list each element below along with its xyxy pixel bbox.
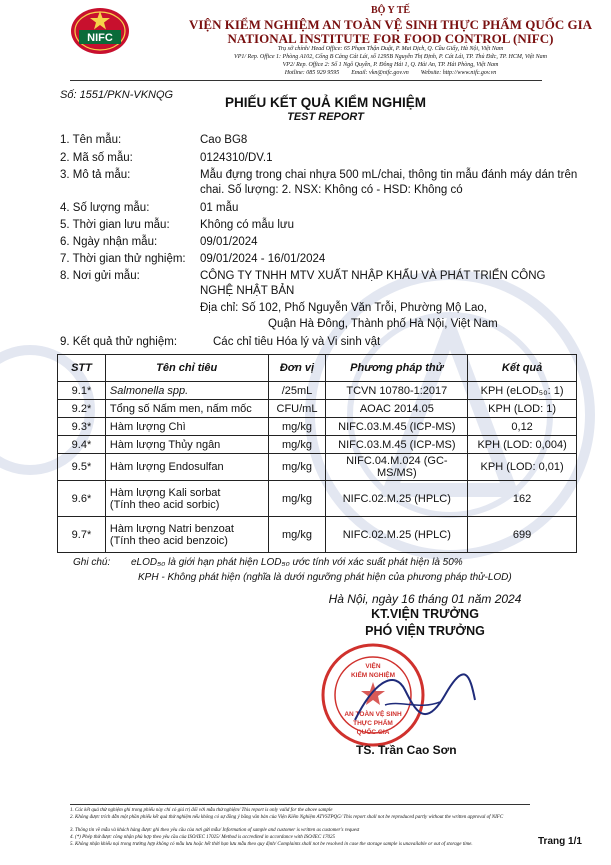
ministry-name: BỘ Y TẾ bbox=[370, 5, 411, 16]
field-value-sender: CÔNG TY TNHH MTV XUẤT NHẬP KHẨU VÀ PHÁT TRIỂN CÔNG NGHỆ NHẬT BẢN bbox=[200, 270, 546, 297]
row-unit: /25mL bbox=[268, 382, 326, 400]
row-unit: mg/kg bbox=[268, 418, 326, 436]
rep-office-2: VP2/ Rep. Office 2: Số 1 Ngô Quyền, P. Đông Hải 1, Q. Hải An, TP. Hải Phòng, Việt Nam bbox=[282, 62, 499, 68]
field-label-sample-name: 1. Tên mẫu: bbox=[60, 134, 122, 146]
field-label-test-period: 7. Thời gian thử nghiệm: bbox=[60, 253, 186, 265]
institute-name-vn: VIỆN KIỂM NGHIỆM AN TOÀN VỆ SINH THỰC PHẨM QUỐC GIA bbox=[188, 17, 593, 32]
header-unit: Đơn vị bbox=[268, 355, 326, 382]
row-name-cell bbox=[105, 481, 268, 517]
signature-role-2: PHÓ VIỆN TRƯỞNG bbox=[365, 624, 485, 638]
footer-note-4: 4. (*) Phép thử được công nhận phù hợp theo yêu cầu của ISO/IEC 17025/ Method is accredited in accordance with ISO/IEC 17025 bbox=[70, 835, 335, 840]
header-result: Kết quả bbox=[468, 355, 577, 382]
field-label-storage: 5. Thời gian lưu mẫu: bbox=[60, 219, 170, 231]
row-method: NIFC.02.M.25 (HPLC) bbox=[326, 517, 468, 553]
report-title-vn: PHIẾU KẾT QUẢ KIỂM NGHIỆM bbox=[224, 95, 426, 110]
field-label-sample-code: 2. Mã số mẫu: bbox=[60, 152, 133, 164]
table-row bbox=[58, 454, 577, 481]
signer-name: TS. Trần Cao Sơn bbox=[356, 743, 457, 757]
signature-date: Hà Nội, ngày 16 tháng 01 năm 2024 bbox=[328, 592, 522, 606]
row-stt: 9.7* bbox=[58, 517, 106, 553]
logo-text: NIFC bbox=[87, 32, 113, 44]
footer-note-2: 2. Không được trích dẫn một phần phiếu kết quả thử nghiệm nếu không có sự đồng ý bằng văn bản của Viện Kiểm Nghiệm ATVSTPQG/ This report shall not be reproduced partly without the written approval of NIFC bbox=[70, 815, 504, 820]
table-row bbox=[58, 436, 577, 454]
row-unit: mg/kg bbox=[268, 517, 326, 553]
row-method: NIFC.03.M.45 (ICP-MS) bbox=[326, 436, 468, 454]
row-stt: 9.4* bbox=[58, 436, 106, 454]
footer-note-1: 1. Các kết quả thử nghiệm ghi trong phiếu này chỉ có giá trị đối với mẫu thử nghiệm/ This report is only valid for the above sample bbox=[70, 808, 333, 813]
row-name: Hàm lượng Endosulfan bbox=[105, 454, 268, 481]
stamp-line-2: KIỂM NGHIỆM bbox=[350, 672, 396, 679]
row-unit: mg/kg bbox=[268, 454, 326, 481]
signature-role-1: KT.VIỆN TRƯỞNG bbox=[371, 607, 479, 621]
field-label-received-date: 6. Ngày nhận mẫu: bbox=[60, 236, 158, 248]
row-result: 0,12 bbox=[468, 418, 577, 436]
row-name-note: (Tính theo acid benzoic) bbox=[109, 534, 228, 547]
row-name: Hàm lượng Chì bbox=[105, 418, 268, 436]
stamp-line-5: QUỐC GIA bbox=[356, 729, 390, 736]
row-method: NIFC.02.M.25 (HPLC) bbox=[326, 481, 468, 517]
row-name-cell bbox=[105, 517, 268, 553]
table-row bbox=[58, 481, 577, 517]
rep-office-1: VP1/ Rep. Office 1: Phòng A102, Cổng B Cảng Cát Lái, số 1295B Nguyễn Thị Định, P. Cát Lái, TP. Thủ Đức, TP. HCM, Việt Nam bbox=[234, 54, 547, 60]
row-result: KPH (eLOD₅₀: 1) bbox=[468, 382, 577, 400]
row-name: Salmonella spp. bbox=[105, 382, 268, 400]
notes-label: Ghi chú: bbox=[73, 557, 111, 568]
header-stt: STT bbox=[58, 355, 106, 382]
document-number: Số: 1551/PKN-VKNQG bbox=[60, 89, 174, 101]
table-row bbox=[58, 400, 577, 418]
table-row bbox=[58, 418, 577, 436]
header-divider bbox=[70, 80, 542, 81]
row-stt: 9.6* bbox=[58, 481, 106, 517]
row-method: AOAC 2014.05 bbox=[326, 400, 468, 418]
results-table bbox=[57, 354, 577, 553]
field-value-test-period: 09/01/2024 - 16/01/2024 bbox=[200, 253, 326, 265]
row-result: KPH (LOD: 1) bbox=[468, 400, 577, 418]
stamp-line-1: VIỆN bbox=[365, 663, 381, 670]
footer-divider bbox=[70, 804, 530, 805]
report-title-en: TEST REPORT bbox=[287, 111, 364, 123]
notes-line-1: eLOD₅₀ là giới hạn phát hiện LOD₅₀ ước tính với xác suất phát hiện là 50% bbox=[131, 557, 463, 568]
field-label-sender: 8. Nơi gửi mẫu: bbox=[60, 270, 140, 282]
row-method: NIFC.03.M.45 (ICP-MS) bbox=[326, 418, 468, 436]
row-name: Hàm lượng Thủy ngân bbox=[105, 436, 268, 454]
field-value-quantity: 01 mẫu bbox=[200, 202, 239, 214]
row-unit: mg/kg bbox=[268, 436, 326, 454]
row-unit: CFU/mL bbox=[268, 400, 326, 418]
header-method: Phương pháp thử bbox=[326, 355, 468, 382]
row-unit: mg/kg bbox=[268, 481, 326, 517]
footer-note-5: 5. Không nhận khiếu nại trong trường hợp không có mẫu lưu hoặc hết thời hạn lưu mẫu theo quy định/ Complaints shall not be resolved in case the storage sample is unavailable or out of storage time. bbox=[70, 842, 473, 847]
field-value-storage: Không có mẫu lưu bbox=[200, 219, 295, 231]
field-value-results: Các chỉ tiêu Hóa lý và Vi sinh vật bbox=[213, 336, 381, 348]
head-office: Trụ sở chính/ Head Office: 65 Phạm Thận Duật, P. Mai Dịch, Q. Cầu Giấy, Hà Nội, Việt Nam bbox=[277, 46, 504, 52]
row-result: KPH (LOD: 0,004) bbox=[468, 436, 577, 454]
institute-name-en: NATIONAL INSTITUTE FOR FOOD CONTROL (NIFC) bbox=[227, 31, 554, 46]
field-value-received-date: 09/01/2024 bbox=[200, 236, 258, 248]
header-name: Tên chỉ tiêu bbox=[105, 355, 268, 382]
row-result: 699 bbox=[468, 517, 577, 553]
row-result: 162 bbox=[468, 481, 577, 517]
stamp-line-3: AN TOÀN VỆ SINH bbox=[344, 711, 402, 718]
row-method: TCVN 10780-1:2017 bbox=[326, 382, 468, 400]
row-name: Hàm lượng Natri benzoat bbox=[109, 522, 234, 535]
field-label-results: 9. Kết quả thử nghiệm: bbox=[60, 336, 178, 348]
notes-line-2: KPH - Không phát hiện (nghĩa là dưới ngưỡng phát hiện của phương pháp thử-LOD) bbox=[138, 572, 512, 583]
row-name: Tổng số Nấm men, nấm mốc bbox=[105, 400, 268, 418]
field-value-sample-name: Cao BG8 bbox=[200, 134, 248, 146]
row-name: Hàm lượng Kali sorbat bbox=[109, 486, 221, 499]
table-row bbox=[58, 382, 577, 400]
sender-address-line1: Địa chỉ: Số 102, Phố Nguyễn Văn Trỗi, Phường Mộ Lao, bbox=[200, 302, 487, 314]
field-label-description: 3. Mô tả mẫu: bbox=[60, 169, 131, 181]
table-header-row bbox=[58, 355, 577, 382]
row-stt: 9.1* bbox=[58, 382, 106, 400]
row-method: NIFC.04.M.024 (GC-MS/MS) bbox=[326, 454, 468, 481]
table-row bbox=[58, 517, 577, 553]
field-label-quantity: 4. Số lượng mẫu: bbox=[60, 202, 150, 214]
contact-line: Hotline: 085 929 9595 Email: vkn@nifc.gov.vn Website: http://www.nifc.gov.vn bbox=[284, 70, 497, 76]
stamp-line-4: THỰC PHẨM bbox=[353, 720, 393, 727]
field-value-sample-code: 0124310/DV.1 bbox=[200, 152, 273, 164]
row-stt: 9.3* bbox=[58, 418, 106, 436]
handwritten-signature bbox=[345, 660, 485, 740]
row-result: KPH (LOD: 0,01) bbox=[468, 454, 577, 481]
row-name-note: (Tính theo acid sorbic) bbox=[109, 498, 220, 511]
row-stt: 9.5* bbox=[58, 454, 106, 481]
field-value-description: Mẫu đựng trong chai nhựa 500 mL/chai, thông tin mẫu đánh máy dán trên chai. Số lượng: 2. NSX: Không có - HSD: Không có bbox=[200, 169, 578, 196]
page-number: Trang 1/1 bbox=[538, 836, 582, 847]
footer-note-3: 3. Thông tin về mẫu và khách hàng được ghi theo yêu cầu của nơi gửi mẫu/ Information of sample and customer is written as customer's request bbox=[70, 828, 360, 833]
row-stt: 9.2* bbox=[58, 400, 106, 418]
sender-address-line2: Quận Hà Đông, Thành phố Hà Nội, Việt Nam bbox=[268, 318, 498, 330]
